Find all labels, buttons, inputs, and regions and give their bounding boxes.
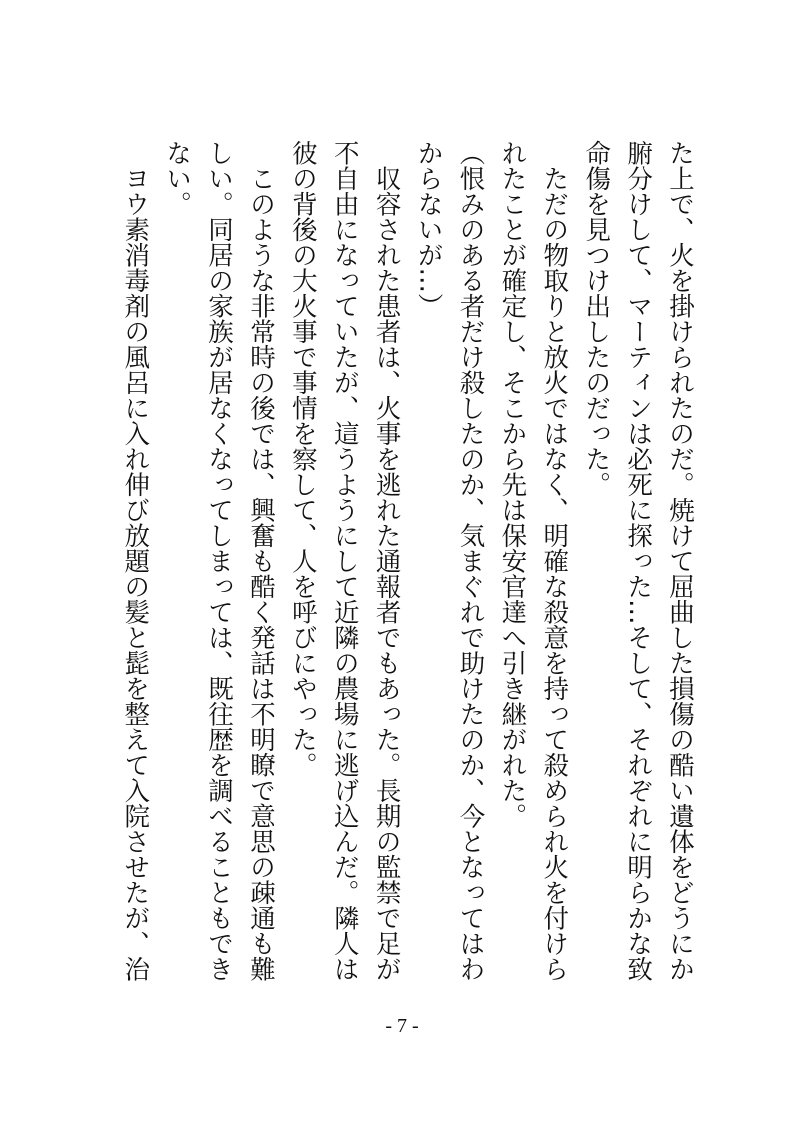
text-line: 不自由になっていたが、這うようにして近隣の農場に逃げ込んだ。隣人は	[329, 140, 360, 982]
vertical-body-text	[108, 140, 700, 1010]
text-line: れたことが確定し、そこから先は保安官達へ引き継がれた。	[497, 140, 528, 829]
text-line: 彼の背後の大火事で事情を察して、人を呼びにやった。	[287, 140, 318, 778]
text-line: （恨みのある者だけ殺したのか、気まぐれで助けたのか、今となってはわ	[455, 140, 486, 982]
text-line: からないが…）	[413, 140, 444, 319]
text-line: しい。同居の家族が居なくなってしまっては、既往歴を調べることもでき	[204, 140, 235, 982]
text-line: 腑分けして、マーティンは必死に探った…そして、それぞれに明らかな致	[623, 140, 654, 982]
page-number: - 7 -	[385, 1015, 419, 1037]
text-line: た上で、火を掛けられたのだ。焼けて屈曲した損傷の酷い遺体をどうにか	[665, 140, 695, 982]
text-line: ない。	[162, 140, 193, 217]
text-line: ヨウ素消毒剤の風呂に入れ伸び放題の髪と髭を整えて入院させたが、治	[120, 140, 151, 982]
text-line: このような非常時の後では、興奮も酷く発話は不明瞭で意思の疎通も難	[245, 140, 276, 982]
text-line: ただの物取りと放火ではなく、明確な殺意を持って殺められ火を付けら	[539, 140, 570, 982]
text-line: 命傷を見つけ出したのだった。	[581, 140, 612, 497]
text-line: 収容された患者は、火事を逃れた通報者でもあった。長期の監禁で足が	[371, 140, 402, 982]
